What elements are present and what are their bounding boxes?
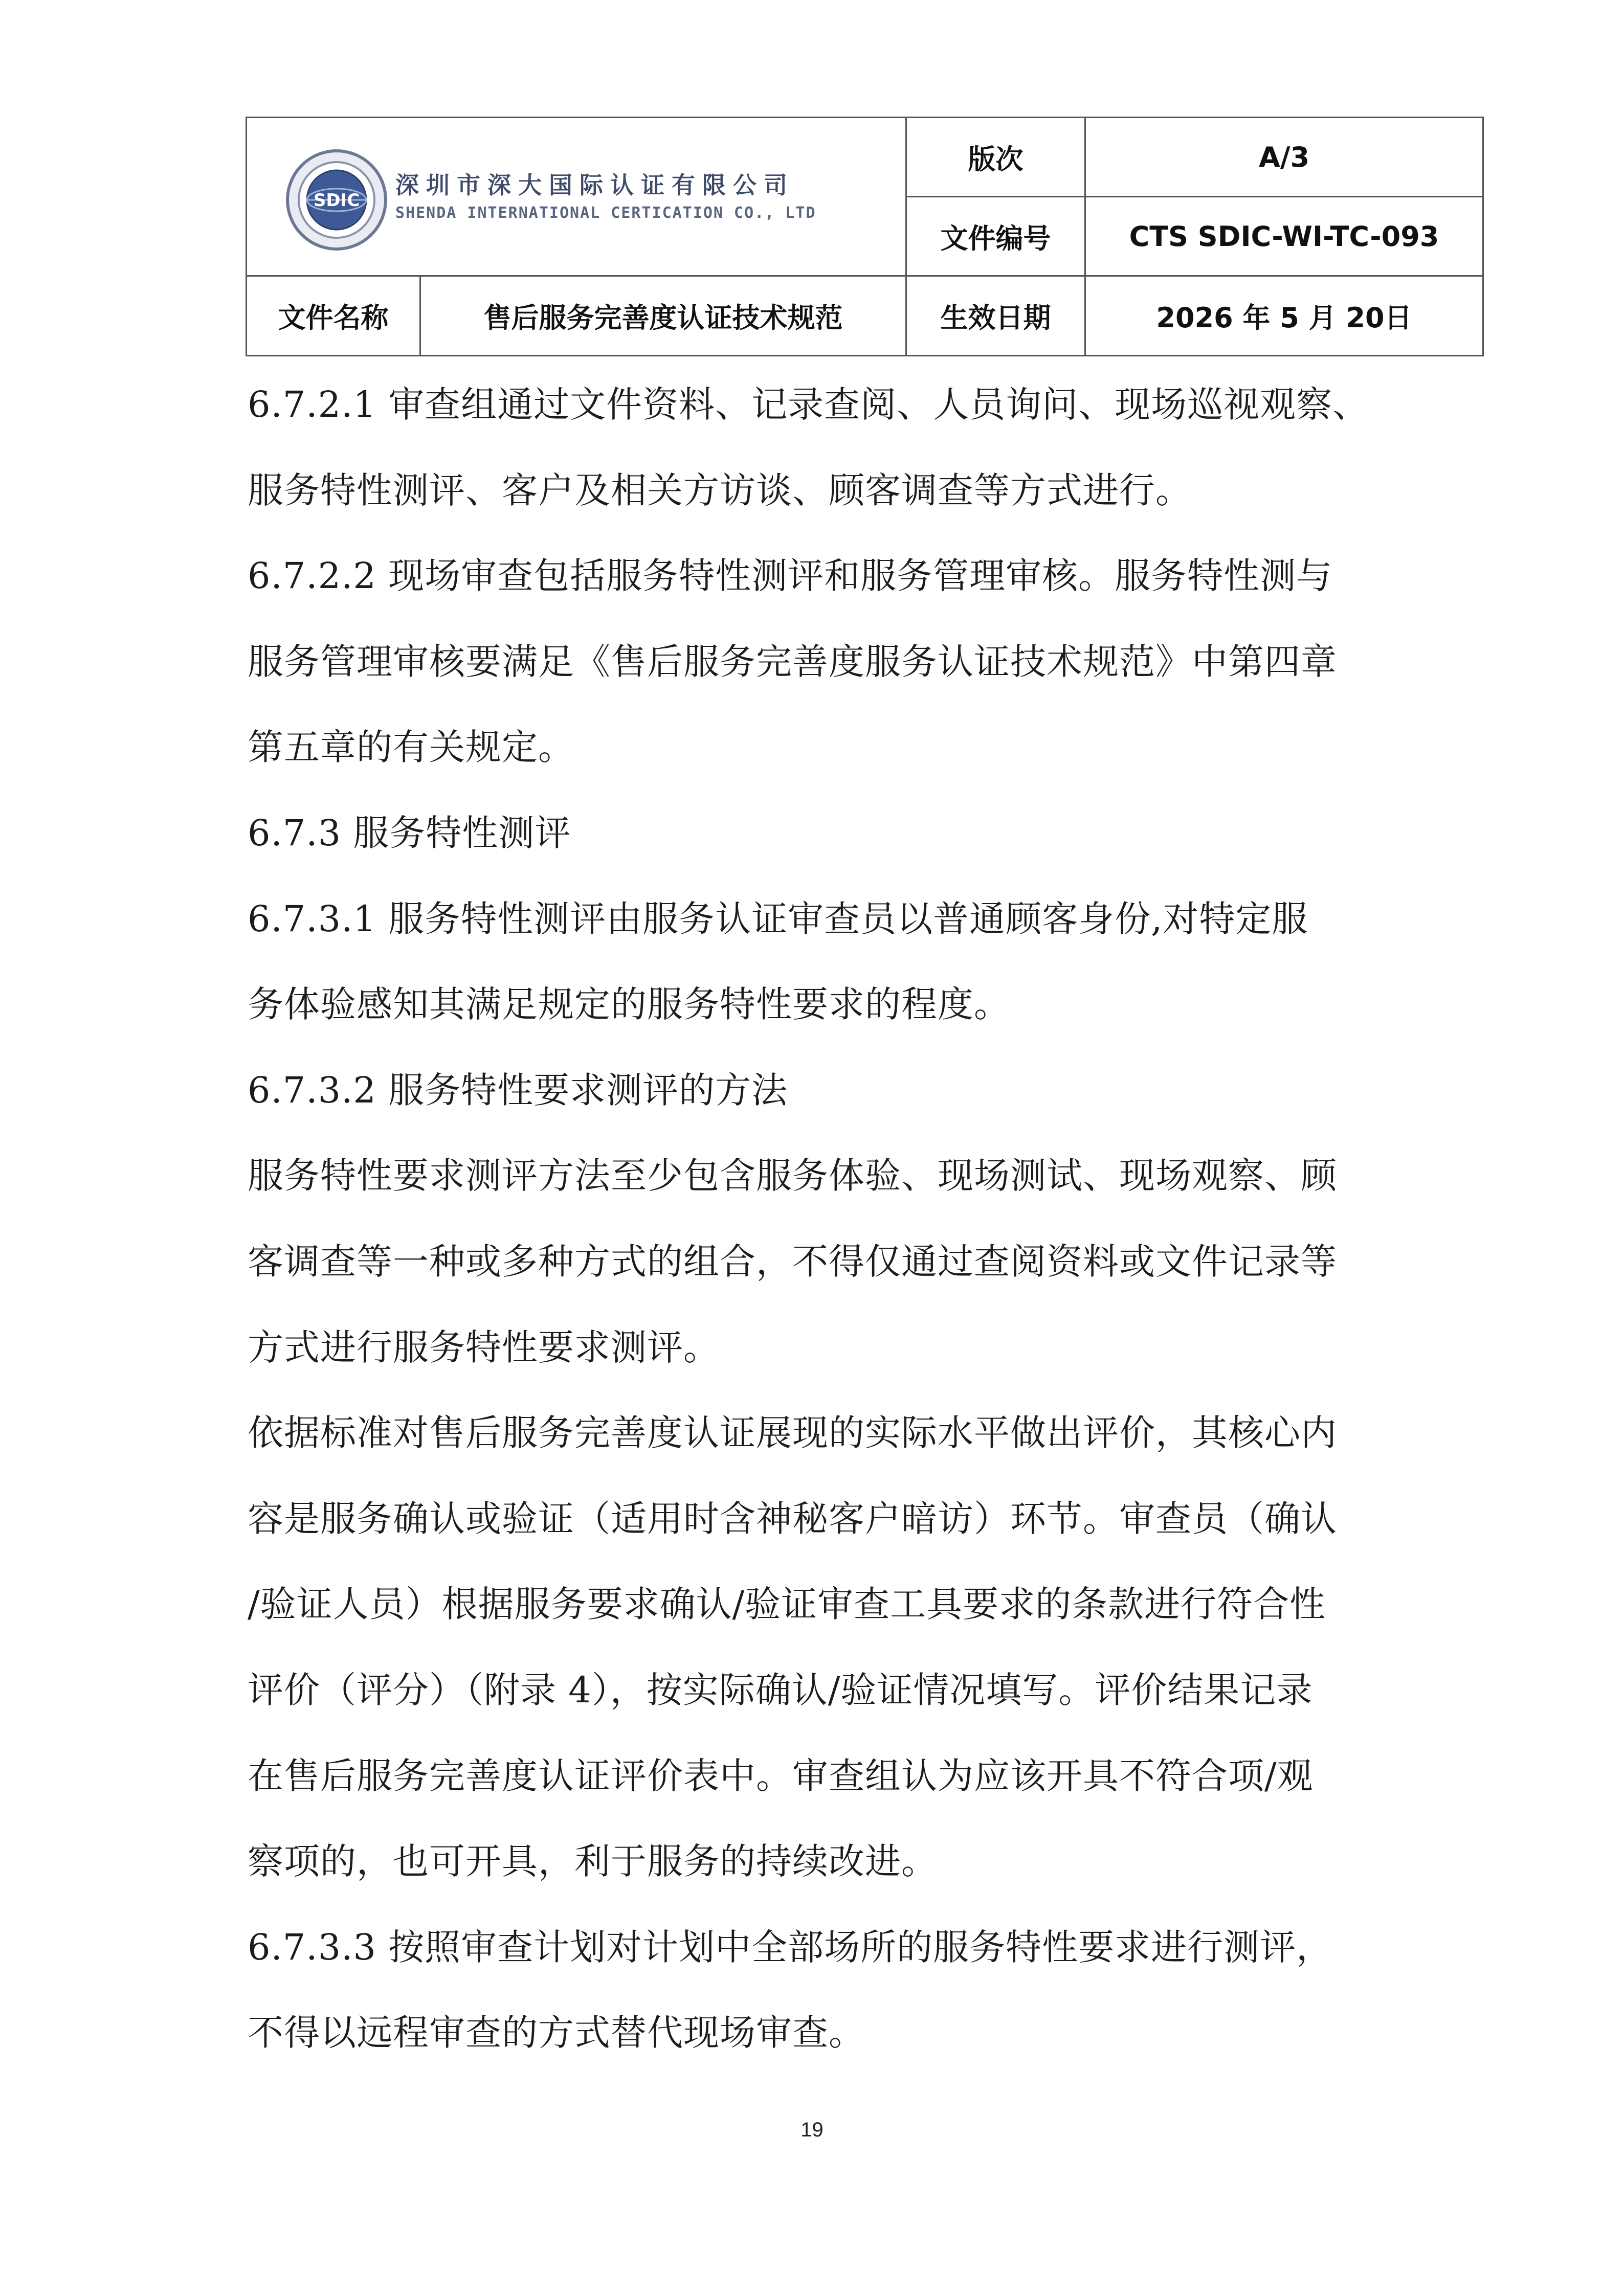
company-logo-cell: [247, 118, 906, 276]
body-line: 评价（评分）（附录 4），按实际确认/验证情况填写。评价结果记录: [248, 1669, 1313, 1711]
effective-date-label: 生效日期: [906, 276, 1085, 356]
body-line: 务体验感知其满足规定的服务特性要求的程度。: [248, 983, 1010, 1026]
doc-name-label: 文件名称: [247, 276, 420, 356]
body-line: 在售后服务完善度认证评价表中。审查组认为应该开具不符合项/观: [248, 1754, 1314, 1797]
doc-no-value: CTS SDIC-WI-TC-093: [1085, 197, 1483, 276]
body-line: 6.7.2.2 现场审查包括服务特性测评和服务管理审核。服务特性测与: [248, 555, 1333, 597]
version-label: 版次: [906, 118, 1085, 197]
sdic-seal-icon: [285, 149, 388, 251]
document-header-table: [246, 117, 1484, 356]
body-line: 方式进行服务特性要求测评。: [248, 1326, 720, 1368]
doc-no-label: 文件编号: [906, 197, 1085, 276]
company-name-en: SHENDA INTERNATIONAL CERTICATION CO., LTD: [395, 204, 816, 222]
body-line: 依据标准对售后服务完善度认证展现的实际水平做出评价，其核心内: [248, 1412, 1337, 1454]
body-line: 客调查等一种或多种方式的组合，不得仅通过查阅资料或文件记录等: [248, 1240, 1337, 1282]
body-line: 服务特性要求测评方法至少包含服务体验、现场测试、现场观察、顾: [248, 1155, 1337, 1197]
doc-name-value: 售后服务完善度认证技术规范: [420, 276, 906, 356]
page-number: 19: [800, 2119, 824, 2141]
svg-text:SDIC: SDIC: [313, 190, 360, 211]
effective-date-value: 2026 年 5 月 20日: [1085, 276, 1483, 356]
body-line: 第五章的有关规定。: [248, 726, 574, 769]
section-heading: 6.7.3.2 服务特性要求测评的方法: [248, 1069, 788, 1111]
body-line: 6.7.3.3 按照审查计划对计划中全部场所的服务特性要求进行测评，: [248, 1926, 1333, 1968]
body-line: 6.7.3.1 服务特性测评由服务认证审查员以普通顾客身份,对特定服: [248, 897, 1308, 940]
body-line: 服务特性测评、客户及相关方访谈、顾客调查等方式进行。: [248, 469, 1192, 511]
body-line: 察项的，也可开具，利于服务的持续改进。: [248, 1840, 938, 1883]
body-line: /验证人员）根据服务要求确认/验证审查工具要求的条款进行符合性: [248, 1583, 1326, 1626]
section-heading: 6.7.3 服务特性测评: [248, 812, 571, 854]
body-line: 服务管理审核要满足《售后服务完善度服务认证技术规范》中第四章: [248, 640, 1337, 683]
body-line: 6.7.2.1 审查组通过文件资料、记录查阅、人员询问、现场巡视观察、: [248, 384, 1369, 425]
company-name-cn: 深圳市深大国际认证有限公司: [395, 171, 794, 199]
body-line: 不得以远程审查的方式替代现场审查。: [248, 2012, 865, 2054]
version-value: A/3: [1085, 118, 1483, 197]
document-body: [248, 362, 1393, 2076]
body-line: 容是服务确认或验证（适用时含神秘客户暗访）环节。审查员（确认: [248, 1497, 1337, 1540]
company-logo: [285, 149, 899, 251]
